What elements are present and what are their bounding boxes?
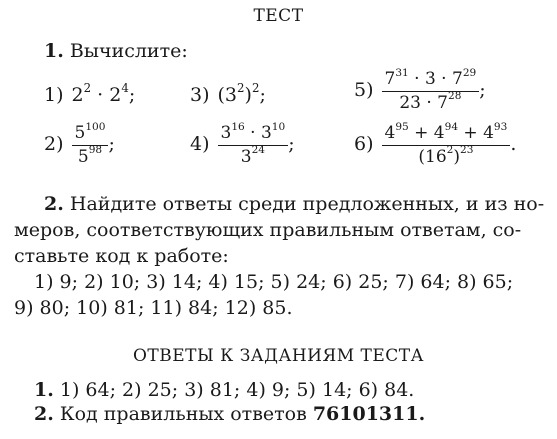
item-trail: .	[510, 133, 517, 156]
task1-heading	[44, 40, 188, 62]
item-trail: ;	[259, 84, 266, 106]
expression-4: $\frac{3^{16} \cdot 3^{10}}{3^{24}}$	[218, 124, 289, 166]
task2-line-2: меров, соответствующих правильным ответам, со-	[14, 219, 522, 241]
item-label: 3)	[190, 84, 210, 106]
answer-2-number: 2.	[34, 403, 54, 425]
task1-item-6	[354, 120, 517, 167]
answers-title: ОТВЕТЫ К ЗАДАНИЯМ ТЕСТА	[132, 346, 425, 366]
answer-2-code: 76101311.	[312, 403, 426, 425]
item-trail: ;	[288, 133, 295, 156]
item-label: 2)	[44, 133, 64, 156]
task1-item-5	[354, 66, 486, 113]
task1-item-4	[190, 120, 295, 167]
expression-2: $\frac{5^{100}}{5^{98}}$	[72, 124, 109, 166]
task2-text: Найдите ответы среди предложенных, и из но-	[69, 193, 545, 215]
task2-answer-options-2: 9) 80; 10) 81; 11) 84; 12) 85.	[14, 297, 293, 319]
task1-item-1	[44, 80, 136, 106]
answer-1-text: 1) 64; 2) 25; 3) 81; 4) 9; 5) 14; 6) 84.	[59, 379, 415, 401]
item-trail: ;	[128, 84, 136, 106]
expression-1: $2^2 \cdot 2^4$	[71, 80, 129, 106]
task2-line-1	[44, 192, 544, 216]
task2-line-3: ставьте код к работе:	[14, 245, 229, 267]
task1-item-2	[44, 120, 115, 167]
item-label: 5)	[354, 79, 374, 102]
task1-instruction: Вычислите:	[69, 40, 188, 62]
task2-answer-options-1: 1) 9; 2) 10; 3) 14; 4) 15; 5) 24; 6) 25; 7) 64; 8) 65;	[34, 271, 514, 293]
answer-2-label: Код правильных ответов	[59, 403, 307, 425]
item-trail: ;	[479, 79, 486, 102]
task1-item-3	[190, 80, 266, 106]
task2-number: 2.	[44, 193, 64, 215]
test-title: ТЕСТ	[253, 6, 304, 26]
expression-5: $\frac{7^{31} \cdot 3 \cdot 7^{29}}{23 \cdot 7^{28}}$	[382, 70, 480, 112]
expression-3: $(3^2)^2$	[217, 80, 260, 106]
task1-number: 1.	[44, 40, 64, 62]
item-label: 1)	[44, 84, 64, 106]
answer-1	[34, 378, 414, 402]
answer-2	[34, 402, 425, 426]
answer-1-number: 1.	[34, 379, 54, 401]
expression-6: $\frac{4^{95} + 4^{94} + 4^{93}}{(16^2)^{23}}$	[382, 124, 511, 166]
item-label: 4)	[190, 133, 210, 156]
item-label: 6)	[354, 133, 374, 156]
item-trail: ;	[108, 133, 115, 156]
